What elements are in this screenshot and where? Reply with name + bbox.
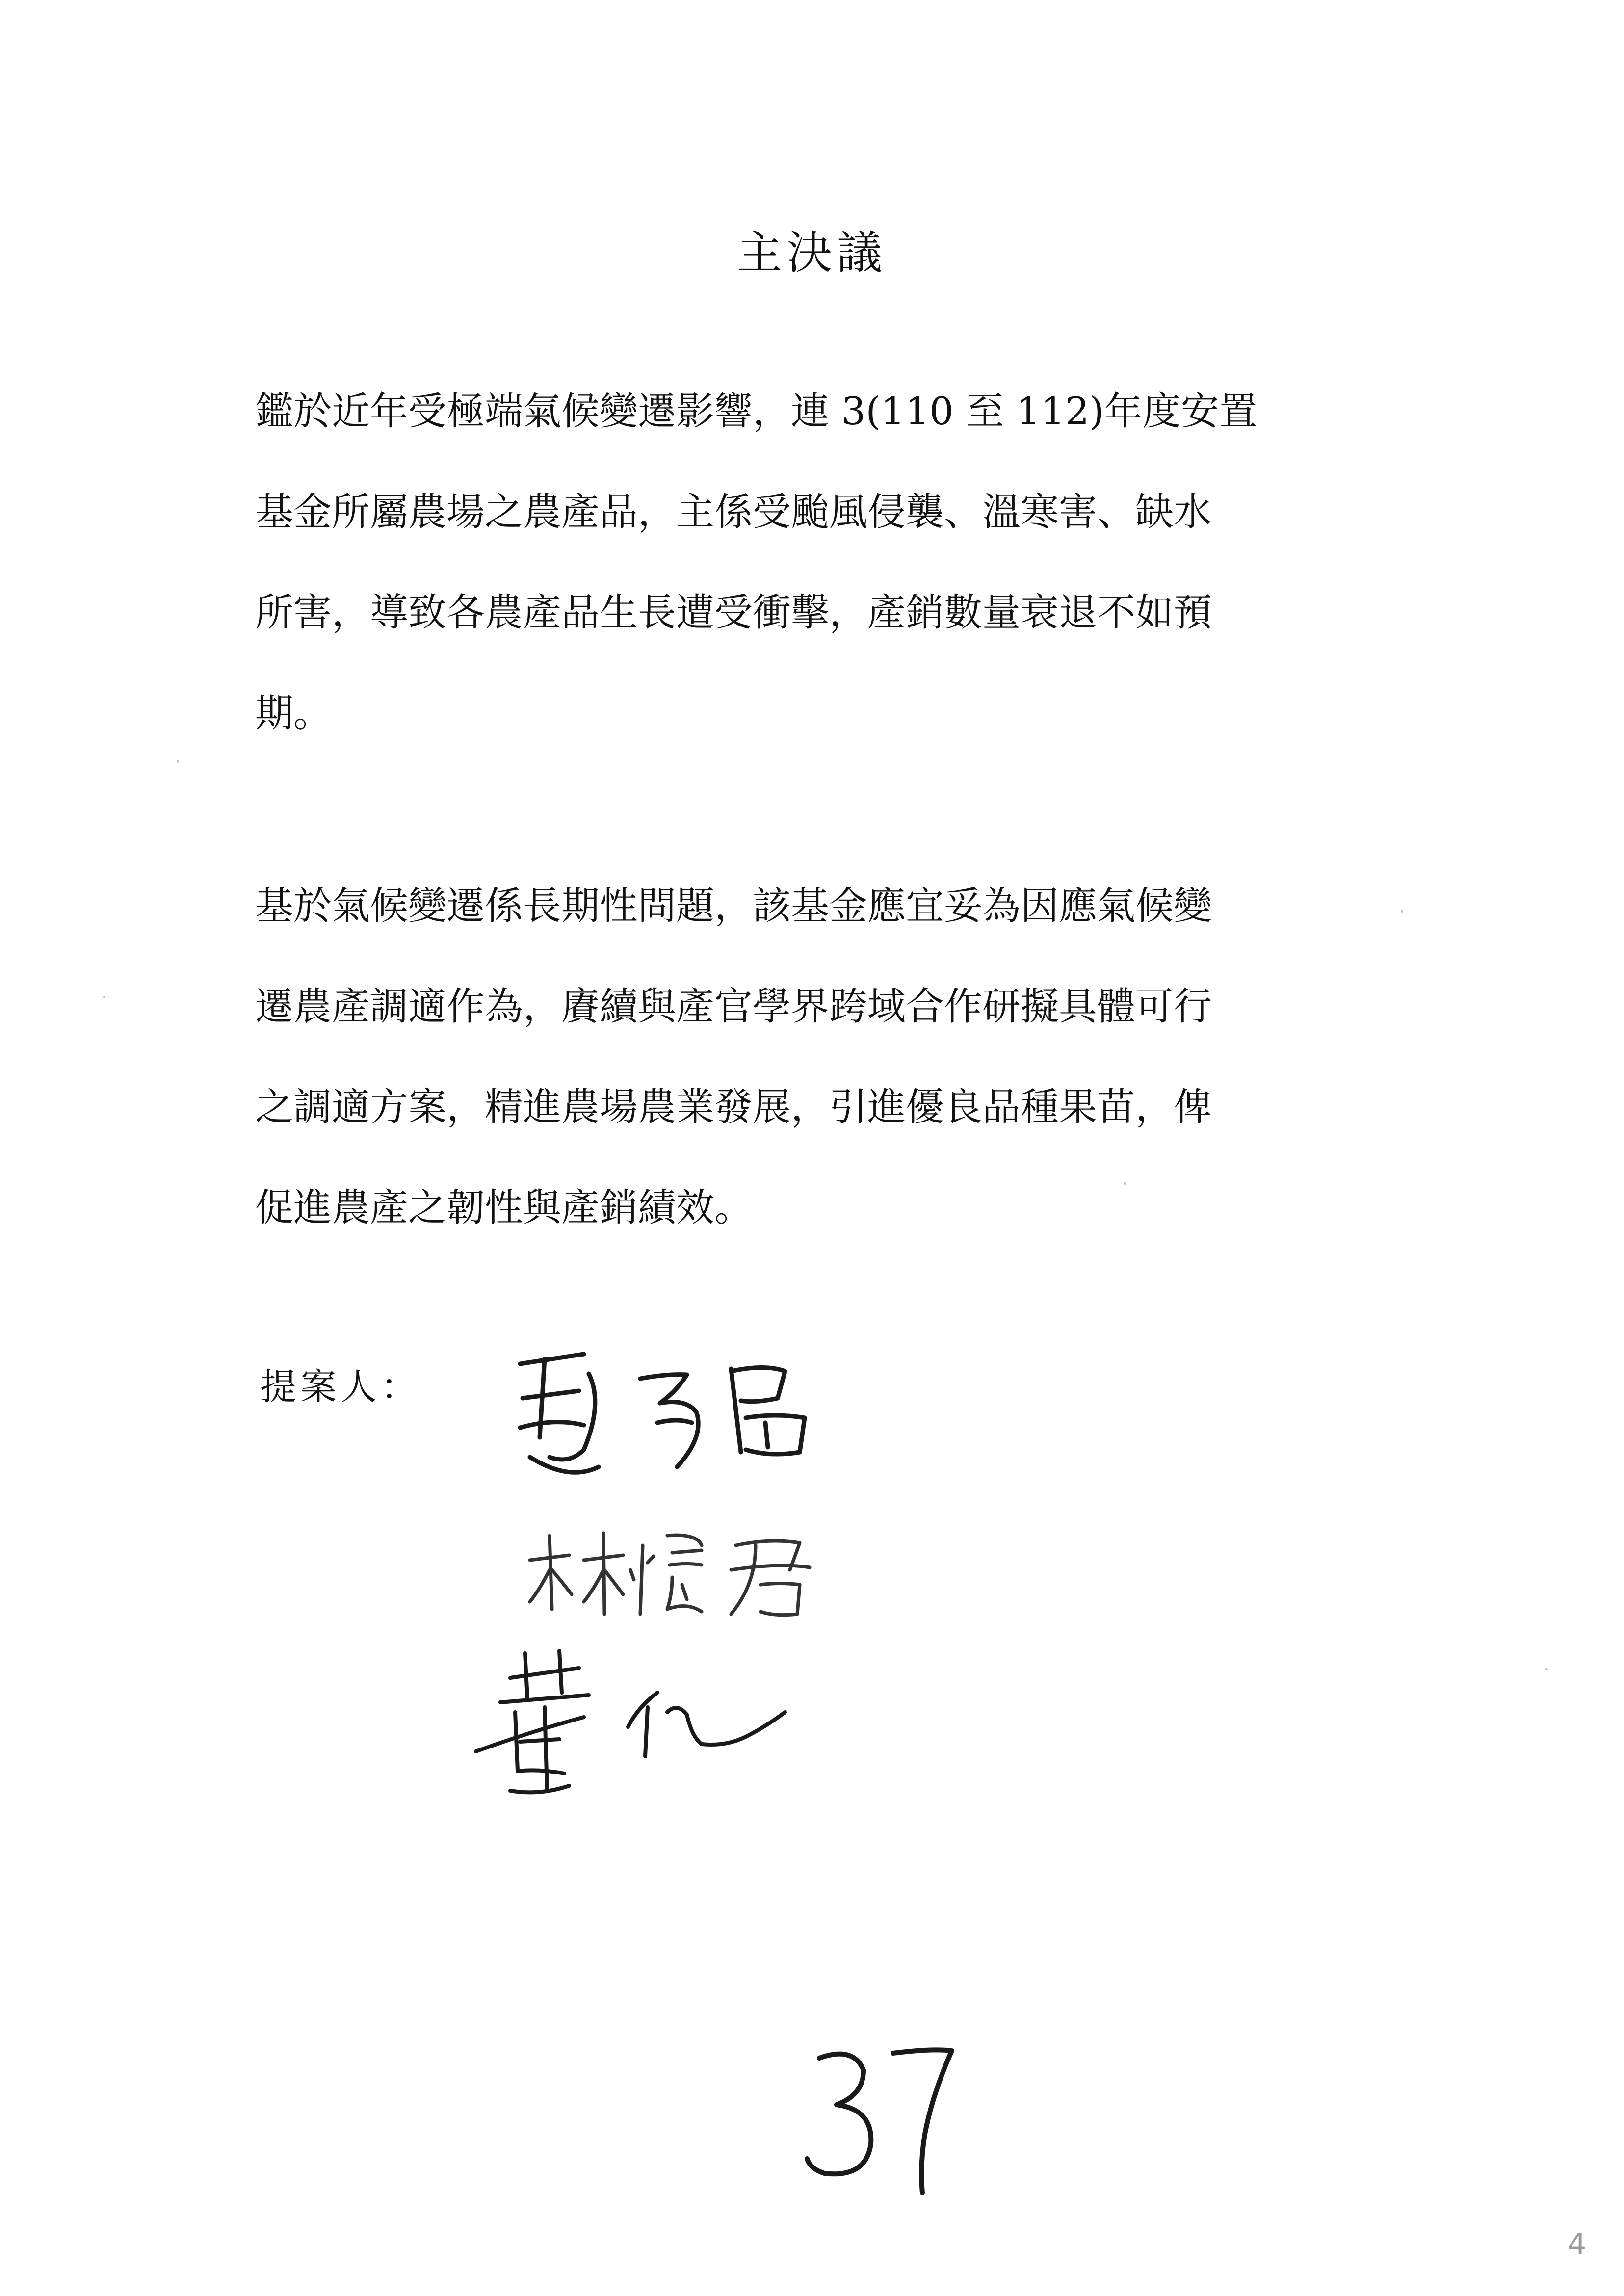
signature-2 <box>525 1516 878 1634</box>
scan-speck <box>103 996 105 998</box>
paragraph-1-line-4: 期。 <box>255 691 332 735</box>
scan-speck <box>1124 1182 1126 1185</box>
scan-speck <box>1545 1668 1548 1670</box>
paragraph-1-line-1: 鑑於近年受極端氣候變遷影響，連 3(110 至 112)年度安置 <box>255 390 1257 434</box>
scan-speck <box>1401 910 1403 913</box>
page-number: 4 <box>1568 2227 1587 2262</box>
proposer-label: 提案人： <box>260 1366 421 1408</box>
handwritten-number <box>785 2036 971 2203</box>
scan-speck <box>177 760 179 763</box>
paragraph-2-line-3: 之調適方案，精進農場農業發展，引進優良品種果苗，俾 <box>255 1085 1212 1129</box>
paragraph-1-line-3: 所害，導致各農產品生長遭受衝擊，產銷數量衰退不如預 <box>255 591 1212 635</box>
document-title: 主決議 <box>736 227 887 279</box>
paragraph-1-line-2: 基金所屬農場之農產品，主係受颱風侵襲、溫寒害、缺水 <box>255 490 1212 534</box>
signature-1 <box>510 1344 854 1491</box>
signature-3 <box>471 1644 824 1805</box>
paragraph-2-line-1: 基於氣候變遷係長期性問題，該基金應宜妥為因應氣候變 <box>255 884 1212 928</box>
paragraph-2-line-2: 遷農產調適作為，賡續與產官學界跨域合作研擬具體可行 <box>255 985 1212 1029</box>
paragraph-2-line-4: 促進農產之韌性與產銷績效。 <box>255 1186 753 1230</box>
